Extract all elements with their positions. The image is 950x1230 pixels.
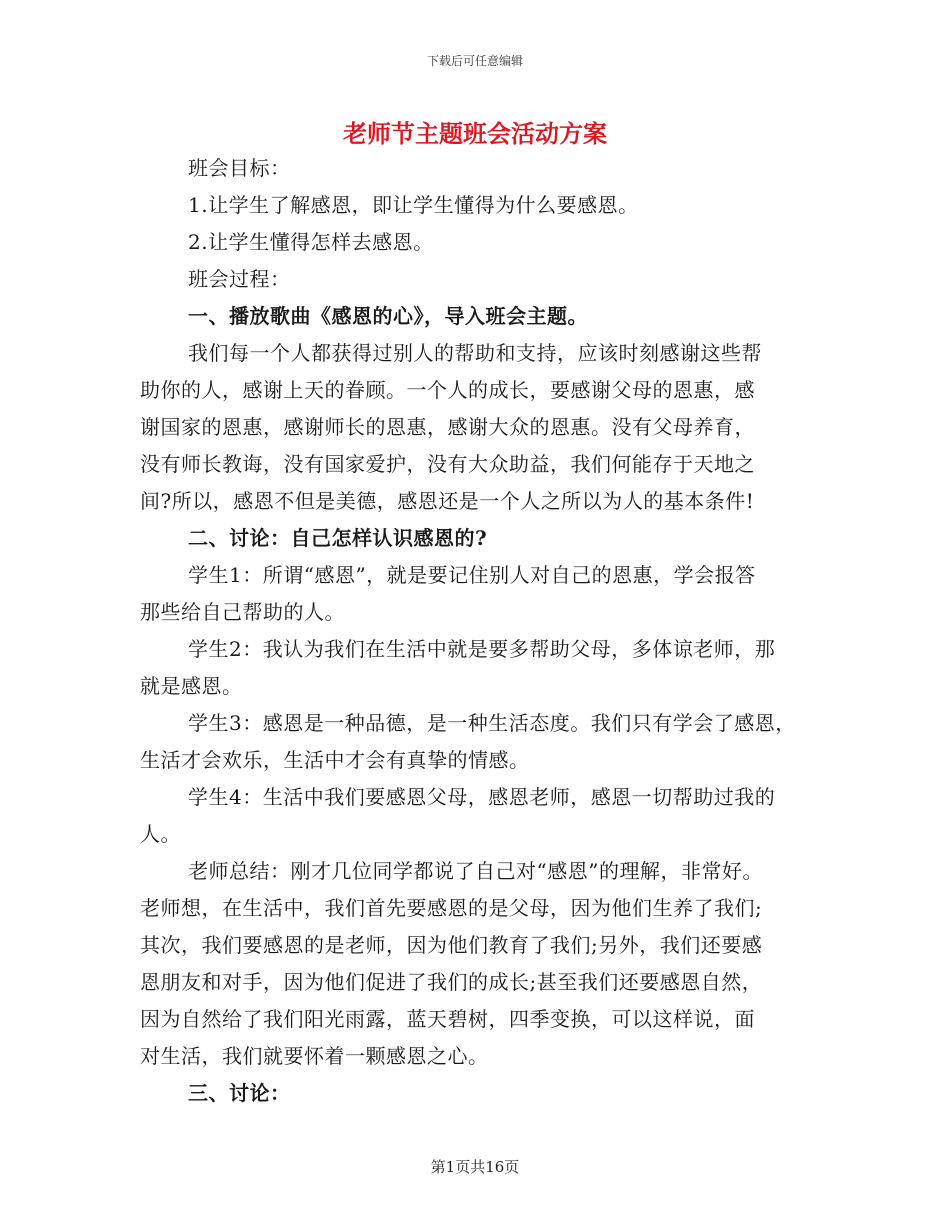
paragraph-line: 人。 [140,822,181,846]
section-heading: 一、播放歌曲《感恩的心》，导入班会主题。 [188,304,588,328]
paragraph-line: 间?所以，感恩不但是美德，感恩还是一个人之所以为人的基本条件! [140,489,755,513]
paragraph-line: 学生4：生活中我们要感恩父母，感恩老师，感恩一切帮助过我的 [188,785,776,809]
paragraph-line: 助你的人，感谢上天的眷顾。一个人的成长，要感谢父母的恩惠，感 [140,378,755,402]
paragraph-line: 班会过程： [188,267,291,291]
paragraph-line: 没有师长教诲，没有国家爱护，没有大众助益，我们何能存于天地之 [140,452,755,476]
paragraph-line: 老师总结：刚才几位同学都说了自己对“感恩”的理解，非常好。 [188,859,763,883]
document-title: 老师节主题班会活动方案 [343,119,607,148]
paragraph-line: 2.让学生懂得怎样去感恩。 [188,230,434,254]
section-heading: 二、讨论：自己怎样认识感恩的? [188,526,488,550]
paragraph-line: 谢国家的恩惠，感谢师长的恩惠，感谢大众的恩惠。没有父母养育， [140,415,755,439]
paragraph-line: 我们每一个人都获得过别人的帮助和支持，应该时刻感谢这些帮 [188,341,762,365]
page-header: 下载后可任意编辑 [426,54,523,68]
paragraph-line: 恩朋友和对手，因为他们促进了我们的成长;甚至我们还要感恩自然， [140,970,763,994]
paragraph-line: 班会目标： [188,156,291,180]
section-heading: 三、讨论： [188,1081,291,1105]
paragraph-line: 其次，我们要感恩的是老师，因为他们教育了我们;另外，我们还要感 [140,933,763,957]
paragraph-line: 学生2：我认为我们在生活中就是要多帮助父母，多体谅老师，那 [188,637,776,661]
paragraph-line: 1.让学生了解感恩，即让学生懂得为什么要感恩。 [188,193,639,217]
paragraph-line: 学生1：所谓“感恩”，就是要记住别人对自己的恩惠，学会报答 [188,563,756,587]
paragraph-line: 对生活，我们就要怀着一颗感恩之心。 [140,1044,489,1068]
paragraph-line: 老师想，在生活中，我们首先要感恩的是父母，因为他们生养了我们; [140,896,763,920]
paragraph-line: 学生3：感恩是一种品德，是一种生活态度。我们只有学会了感恩， [188,711,796,735]
paragraph-line: 那些给自己帮助的人。 [140,600,345,624]
paragraph-line: 生活才会欢乐，生活中才会有真挚的情感。 [140,748,530,772]
paragraph-line: 因为自然给了我们阳光雨露，蓝天碧树，四季变换，可以这样说，面 [140,1007,755,1031]
page-number: 第1页共16页 [430,1158,520,1176]
document-body [140,150,830,1112]
paragraph-line: 就是感恩。 [140,674,243,698]
